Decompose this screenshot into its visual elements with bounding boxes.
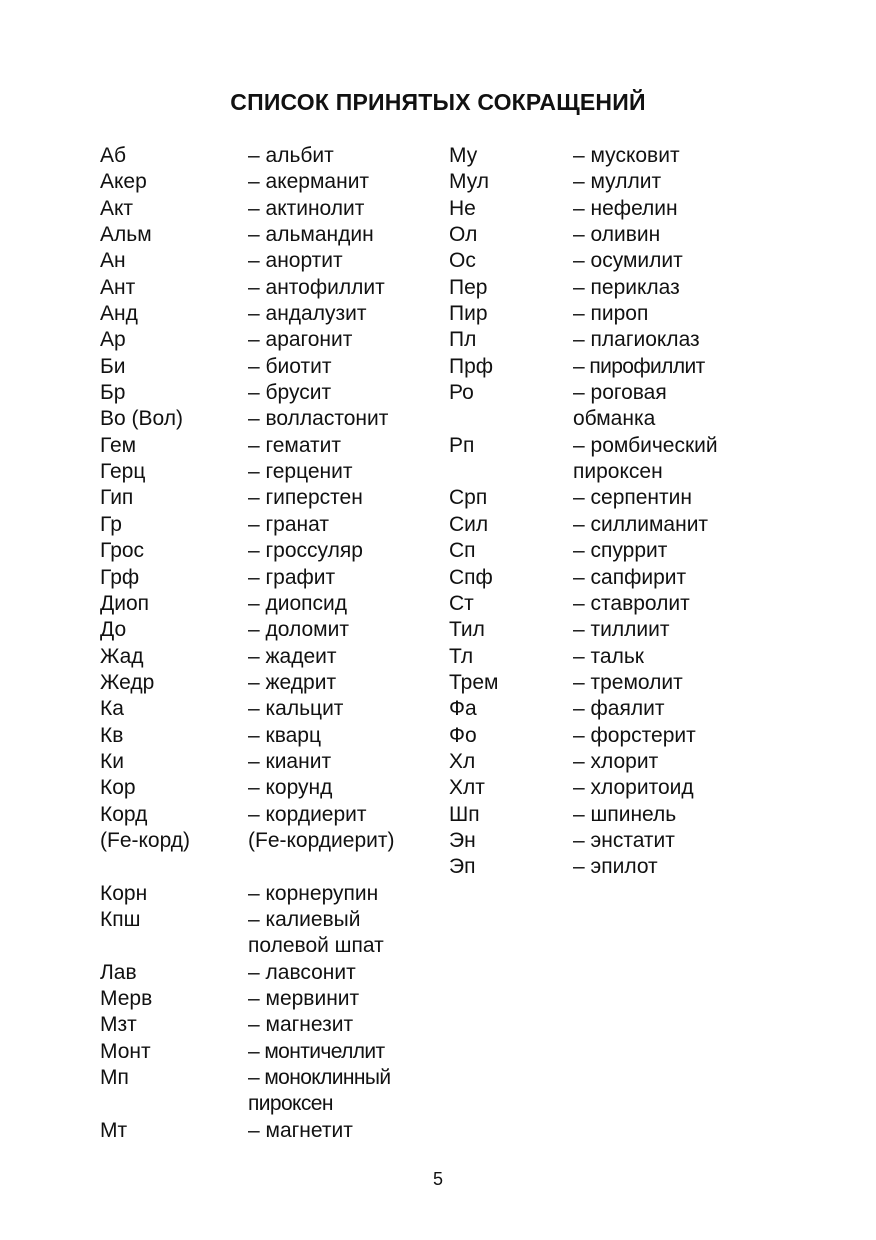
- definition: – жадеит: [248, 644, 337, 668]
- abbreviation: Не: [449, 196, 476, 220]
- list-item: [449, 617, 748, 643]
- definition: – корунд: [248, 776, 333, 800]
- definition: – тальк: [573, 644, 644, 668]
- list-item: [100, 802, 418, 828]
- definition: – монтичеллит: [248, 1039, 385, 1063]
- list-item: [100, 670, 418, 696]
- definition: – тремолит: [573, 670, 683, 694]
- definition: – спуррит: [573, 539, 668, 563]
- page-title: СПИСОК ПРИНЯТЫХ СОКРАЩЕНИЙ: [230, 89, 646, 115]
- definition: – актинолит: [248, 196, 365, 220]
- list-item: [100, 380, 418, 406]
- list-item: [449, 802, 748, 828]
- definition: – гранат: [248, 512, 329, 536]
- definition: – форстерит: [573, 723, 696, 747]
- abbreviation: Шп: [449, 802, 480, 826]
- list-item: [100, 960, 418, 986]
- list-item: [449, 275, 748, 301]
- list-item: [100, 907, 418, 960]
- list-item: [100, 1118, 418, 1144]
- definition: (Fe-кордиерит): [248, 828, 395, 852]
- abbreviation: Ан: [100, 249, 126, 273]
- definition: – биотит: [248, 354, 332, 378]
- list-item: [100, 723, 418, 749]
- abbreviation: Акер: [100, 170, 147, 194]
- definition: – ромбический пироксен: [573, 433, 718, 484]
- definition: – альмандин: [248, 223, 374, 247]
- definition: – муллит: [573, 170, 662, 194]
- list-item: [449, 301, 748, 327]
- list-item: [449, 222, 748, 248]
- abbreviation: Диоп: [100, 591, 150, 615]
- abbreviation: Альм: [100, 223, 152, 247]
- abbreviation: Ст: [449, 591, 474, 615]
- list-item: [100, 538, 418, 564]
- definition: – сапфирит: [573, 565, 687, 589]
- abbreviation: Грос: [100, 539, 145, 563]
- definition: – пироп: [573, 302, 649, 326]
- abbreviation: Хлт: [449, 776, 485, 800]
- abbreviation: Сп: [449, 539, 476, 563]
- definition: – жедрит: [248, 670, 337, 694]
- abbreviation: Ка: [100, 697, 124, 721]
- abbreviation: Жедр: [100, 670, 155, 694]
- abbreviation: Эн: [449, 828, 476, 852]
- list-item: [449, 169, 748, 195]
- abbreviation: Аб: [100, 144, 127, 167]
- list-item: [449, 512, 748, 538]
- list-item: [449, 854, 748, 880]
- list-item: [449, 775, 748, 801]
- definition: – диопсид: [248, 591, 348, 615]
- list-item: [449, 433, 748, 486]
- definition: – гроссуляр: [248, 539, 363, 563]
- list-item: [100, 196, 418, 222]
- abbreviation: Срп: [449, 486, 488, 510]
- list-item: [100, 512, 418, 538]
- definition: – андалузит: [248, 302, 367, 326]
- definition: – хлоритоид: [573, 776, 694, 800]
- list-item: [100, 169, 418, 195]
- definition: – пирофиллит: [573, 354, 705, 378]
- abbreviation: (Fe-корд): [100, 828, 191, 852]
- list-item: [100, 1065, 418, 1118]
- abbreviation: Гем: [100, 433, 137, 457]
- list-item: [449, 196, 748, 222]
- abbreviation-list-left: [100, 143, 418, 1144]
- list-item: [100, 143, 418, 169]
- abbreviation: До: [100, 618, 127, 642]
- list-item: [100, 354, 418, 380]
- abbreviation: Кор: [100, 776, 136, 800]
- list-item: [449, 380, 748, 433]
- definition: – серпентин: [573, 486, 692, 510]
- definition: – оливин: [573, 223, 661, 247]
- abbreviation: Во (Вол): [100, 407, 183, 431]
- definition: – тиллиит: [573, 618, 670, 642]
- list-item: [449, 565, 748, 591]
- definition: – арагонит: [248, 328, 353, 352]
- list-item: [100, 696, 418, 722]
- abbreviation: Мзт: [100, 1013, 137, 1037]
- definition: – волластонит: [248, 407, 389, 431]
- abbreviation: Ос: [449, 249, 476, 273]
- abbreviation: Пир: [449, 302, 488, 326]
- list-item: [449, 485, 748, 511]
- list-item: [449, 670, 748, 696]
- abbreviation: Мерв: [100, 987, 153, 1010]
- list-item: [100, 617, 418, 643]
- definition: – фаялит: [573, 697, 665, 721]
- definition: – мервинит: [248, 987, 360, 1010]
- list-item: [449, 248, 748, 274]
- abbreviation: Тил: [449, 618, 485, 642]
- definition: – нефелин: [573, 196, 678, 220]
- list-item: [100, 881, 418, 907]
- abbreviation: Хл: [449, 749, 476, 773]
- definition: – корнерупин: [248, 881, 379, 905]
- list-item: [449, 538, 748, 564]
- list-item: [449, 723, 748, 749]
- list-spacer: [100, 854, 418, 880]
- definition: – эпилот: [573, 855, 658, 879]
- definition: – калиевый полевой шпат: [248, 907, 384, 958]
- list-item: [100, 459, 418, 485]
- definition: – энстатит: [573, 828, 675, 852]
- list-item: [100, 222, 418, 248]
- definition: – магнетит: [248, 1118, 353, 1142]
- list-item: [449, 143, 748, 169]
- list-item: [449, 354, 748, 380]
- list-item: [100, 591, 418, 617]
- abbreviation: Прф: [449, 354, 494, 378]
- abbreviation: Корн: [100, 881, 148, 905]
- definition: – ставролит: [573, 591, 690, 615]
- abbreviation: Гр: [100, 512, 122, 536]
- definition: – моноклинный пироксен: [248, 1066, 391, 1116]
- abbreviation: Фо: [449, 723, 477, 747]
- list-item: [100, 565, 418, 591]
- abbreviation: Ант: [100, 275, 136, 299]
- abbreviation: Мт: [100, 1118, 128, 1142]
- definition: – кальцит: [248, 697, 344, 721]
- abbreviation: Ро: [449, 381, 474, 405]
- list-item: [100, 986, 418, 1012]
- definition: – кордиерит: [248, 802, 367, 826]
- abbreviation: Рп: [449, 433, 475, 457]
- list-item: [449, 327, 748, 353]
- abbreviation: Корд: [100, 802, 148, 826]
- definition: – силлиманит: [573, 512, 709, 536]
- abbreviation: Жад: [100, 644, 144, 668]
- definition: – анортит: [248, 249, 343, 273]
- abbreviation: Пл: [449, 328, 477, 352]
- definition: – кварц: [248, 723, 322, 747]
- list-item: [100, 406, 418, 432]
- abbreviation: Му: [449, 144, 478, 167]
- definition: – лавсонит: [248, 960, 356, 984]
- list-item: [100, 433, 418, 459]
- abbreviation: Ол: [449, 223, 478, 247]
- definition: – периклаз: [573, 275, 680, 299]
- abbreviation: Акт: [100, 196, 134, 220]
- definition: – плагиоклаз: [573, 328, 700, 352]
- list-item: [449, 591, 748, 617]
- definition: – акерманит: [248, 170, 370, 194]
- list-item: [100, 828, 418, 854]
- page-number: 5: [432, 1169, 443, 1189]
- abbreviation: Кпш: [100, 907, 141, 931]
- list-item: [100, 644, 418, 670]
- list-item: [100, 485, 418, 511]
- definition: – магнезит: [248, 1013, 354, 1037]
- abbreviation: Спф: [449, 565, 493, 589]
- list-item: [100, 301, 418, 327]
- definition: – осумилит: [573, 249, 683, 273]
- list-item: [100, 749, 418, 775]
- definition: – гиперстен: [248, 486, 363, 510]
- definition: – антофиллит: [248, 275, 385, 299]
- definition: – доломит: [248, 618, 349, 642]
- abbreviation: Герц: [100, 460, 146, 484]
- definition: – графит: [248, 565, 336, 589]
- abbreviation: Мул: [449, 170, 490, 194]
- abbreviation: Бр: [100, 381, 126, 405]
- list-item: [449, 644, 748, 670]
- abbreviation: Лав: [100, 960, 137, 984]
- definition: – роговая обманка: [573, 381, 667, 431]
- list-item: [100, 1012, 418, 1038]
- definition: – хлорит: [573, 749, 659, 773]
- abbreviation: Тл: [449, 644, 474, 668]
- definition: – альбит: [248, 144, 334, 167]
- abbreviation: Ар: [100, 328, 126, 352]
- definition: – герценит: [248, 460, 353, 484]
- definition: – шпинель: [573, 802, 677, 826]
- definition: – мусковит: [573, 144, 680, 167]
- abbreviation: Эп: [449, 855, 476, 879]
- abbreviation: Пер: [449, 275, 488, 299]
- abbreviation: Гип: [100, 486, 134, 510]
- abbreviation: Ки: [100, 749, 124, 773]
- abbreviation: Трем: [449, 670, 499, 694]
- definition: – брусит: [248, 381, 332, 405]
- abbreviation: Фа: [449, 697, 477, 721]
- list-item: [449, 696, 748, 722]
- abbreviation: Кв: [100, 723, 124, 747]
- list-item: [100, 248, 418, 274]
- abbreviation: Би: [100, 354, 126, 378]
- abbreviation: Мп: [100, 1066, 129, 1090]
- list-item: [449, 749, 748, 775]
- definition: – кианит: [248, 749, 332, 773]
- list-item: [100, 327, 418, 353]
- abbreviation-list-right: [449, 143, 748, 881]
- definition: – гематит: [248, 433, 342, 457]
- abbreviation: Анд: [100, 302, 138, 326]
- abbreviation: Сил: [449, 512, 489, 536]
- abbreviation: Грф: [100, 565, 140, 589]
- list-item: [100, 275, 418, 301]
- list-item: [100, 1039, 418, 1065]
- abbreviation: Монт: [100, 1039, 151, 1063]
- list-item: [100, 775, 418, 801]
- list-item: [449, 828, 748, 854]
